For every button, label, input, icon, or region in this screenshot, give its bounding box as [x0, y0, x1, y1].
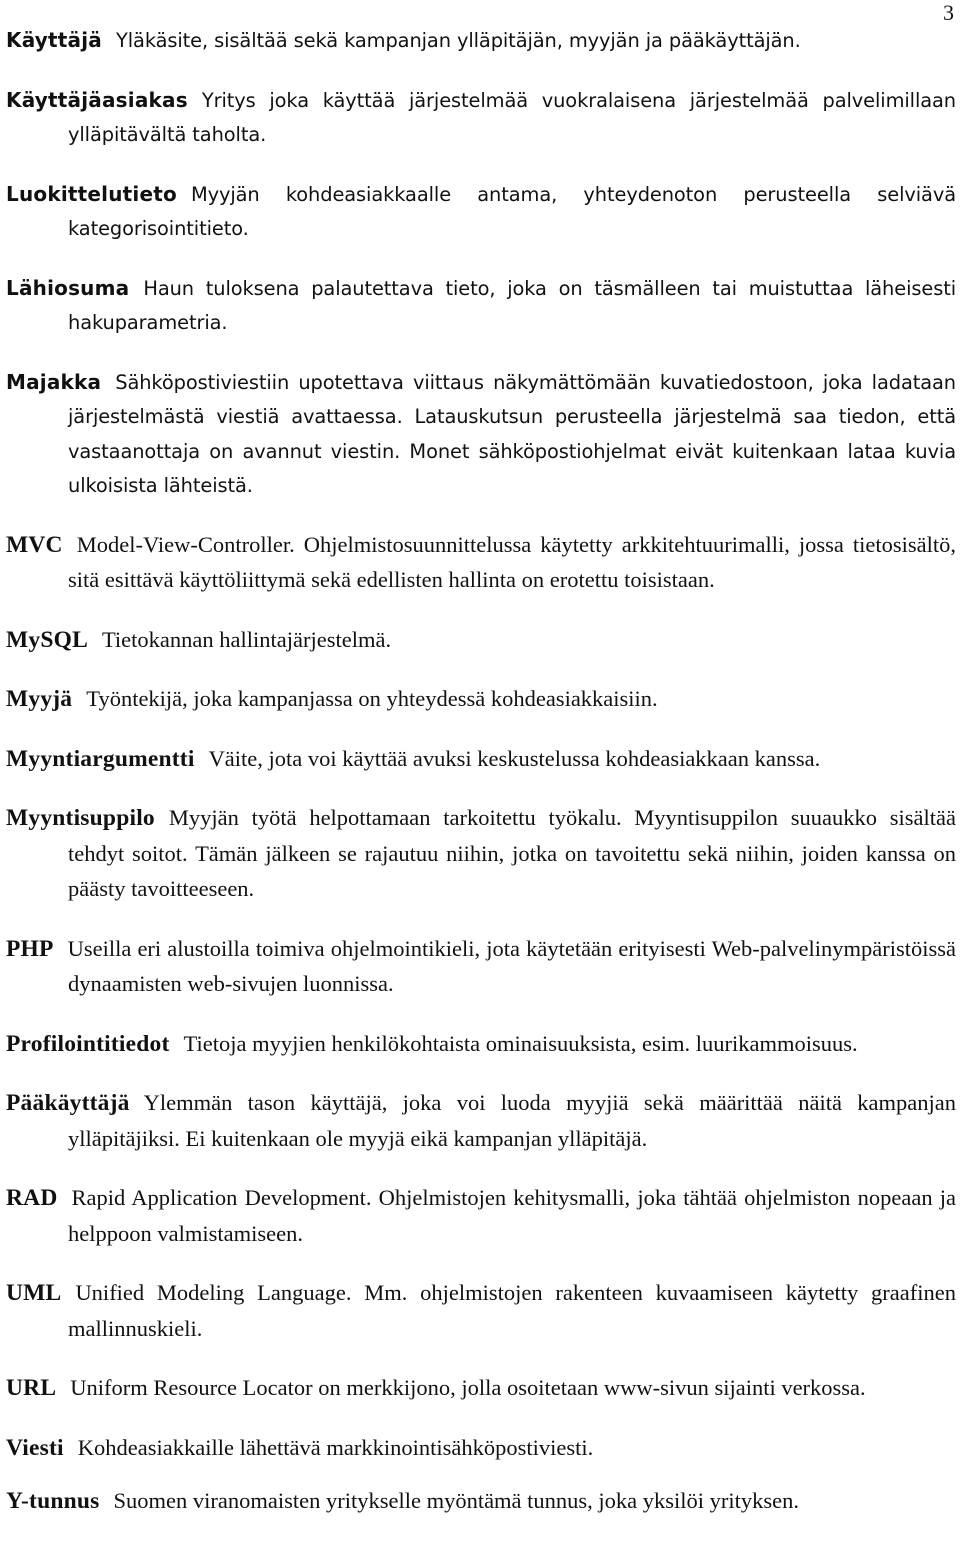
glossary-definition: Model-View-Controller. Ohjelmistosuunnittelussa käytetty arkkitehtuurimalli, jossa tietosisältö, sitä esittävä käyttöliittymä sekä edellisten hallinta on erotettu toisistaan. — [68, 531, 956, 592]
glossary-term: Profilointitiedot — [6, 1030, 170, 1057]
glossary-definition: Unified Modeling Language. Mm. ohjelmistojen rakenteen kuvaamiseen käytetty graafinen mallinnuskieli. — [68, 1280, 956, 1341]
glossary-definition: Useilla eri alustoilla toimiva ohjelmointikieli, jota käytetään erityisesti Web-palvelinympäristöissä dynaamisten web-sivujen luonnissa. — [67, 935, 956, 996]
glossary-term: Käyttäjä — [6, 28, 102, 52]
glossary-entry — [6, 1182, 956, 1253]
glossary-definition: Uniform Resource Locator on merkkijono, jolla osoitetaan www-sivun sijainti verkossa. — [70, 1375, 866, 1400]
glossary-term: Myyntiargumentti — [6, 745, 195, 772]
glossary-definition: Väite, jota voi käyttää avuksi keskustelussa kohdeasiakkaan kanssa. — [208, 745, 821, 771]
glossary-list — [6, 24, 956, 1545]
glossary-entry — [6, 24, 956, 60]
glossary-entry — [6, 84, 956, 154]
glossary-entry — [6, 802, 956, 909]
glossary-definition: Tietoja myyjien henkilökohtaista ominaisuuksista, esim. luurikammoisuus. — [183, 1030, 858, 1056]
glossary-term: Myyjä — [6, 686, 73, 712]
glossary-term: Myyntisuppilo — [6, 805, 155, 831]
glossary-definition: Myyjän työtä helpottamaan tarkoitettu työkalu. Myyntisuppilon suuaukko sisältää tehdyt soitot. Tämän jälkeen se rajautuu niihin, jotka on tavoitettu sekä niihin, joiden kanssa on päästy tavoitteeseen. — [68, 805, 956, 901]
glossary-definition: Haun tuloksena palautettava tieto, joka on täsmälleen tai muistuttaa läheisesti hakuparametria. — [68, 276, 956, 334]
glossary-entry — [6, 529, 956, 600]
glossary-entry — [6, 1485, 956, 1521]
glossary-entry — [6, 933, 956, 1004]
page-number: 3 — [943, 0, 954, 25]
glossary-entry — [6, 1372, 956, 1408]
glossary-entry — [6, 743, 956, 779]
glossary-definition: Tietokannan hallintajärjestelmä. — [101, 626, 392, 652]
glossary-entry — [6, 366, 956, 505]
glossary-definition: Myyjän kohdeasiakkaalle antama, yhteydenoton perusteella selviävä kategorisointitieto. — [68, 182, 956, 240]
glossary-term: MySQL — [6, 626, 88, 653]
glossary-term: PHP — [6, 935, 54, 962]
glossary-term: MVC — [6, 531, 63, 558]
glossary-entry — [6, 1277, 956, 1348]
glossary-term: Y-tunnus — [6, 1488, 100, 1514]
glossary-term: Luokittelutieto — [6, 181, 177, 206]
glossary-entry — [6, 624, 956, 660]
glossary-term: Viesti — [6, 1434, 64, 1461]
glossary-entry — [6, 178, 956, 248]
glossary-definition: Työntekijä, joka kampanjassa on yhteydessä kohdeasiakkaisiin. — [86, 686, 658, 711]
glossary-term: URL — [6, 1375, 57, 1401]
glossary-entry — [6, 683, 956, 719]
glossary-entry — [6, 1087, 956, 1158]
glossary-definition: Ylemmän tason käyttäjä, joka voi luoda myyjiä sekä määrittää näitä kampanjan ylläpitäjiksi. Ei kuitenkaan ole myyjä eikä kampanjan ylläpitäjä. — [68, 1090, 956, 1151]
glossary-term: Majakka — [6, 369, 102, 394]
glossary-entry — [6, 272, 956, 342]
glossary-entry — [6, 1028, 956, 1064]
glossary-term: RAD — [6, 1185, 58, 1211]
glossary-definition: Rapid Application Development. Ohjelmistojen kehitysmalli, joka tähtää ohjelmiston nopeaan ja helppoon valmistamiseen. — [68, 1185, 956, 1246]
glossary-term: UML — [6, 1280, 62, 1306]
glossary-definition: Yritys joka käyttää järjestelmää vuokralaisena järjestelmää palvelimillaan ylläpitävältä taholta. — [68, 88, 956, 146]
glossary-term: Käyttäjäasiakas — [6, 87, 188, 112]
glossary-term: Lähiosuma — [6, 275, 130, 300]
glossary-definition: Suomen viranomaisten yritykselle myöntämä tunnus, joka yksilöi yrityksen. — [113, 1488, 800, 1513]
glossary-entry — [6, 1432, 956, 1468]
glossary-definition: Sähköpostiviestiin upotettava viittaus näkymättömään kuvatiedostoon, joka ladataan järjestelmästä viestiä avattaessa. Latauskutsun perusteella järjestelmä saa tiedon, että vastaanottaja on avannut viestin. Monet sähköpostiohjelmat eivät kuitenkaan lataa kuvia ulkoisista lähteistä. — [68, 370, 956, 497]
glossary-term: Pääkäyttäjä — [6, 1090, 130, 1116]
glossary-definition: Kohdeasiakkaille lähettävä markkinointisähköpostiviesti. — [77, 1434, 594, 1460]
glossary-definition: Yläkäsite, sisältää sekä kampanjan ylläpitäjän, myyjän ja pääkäyttäjän. — [116, 29, 801, 52]
